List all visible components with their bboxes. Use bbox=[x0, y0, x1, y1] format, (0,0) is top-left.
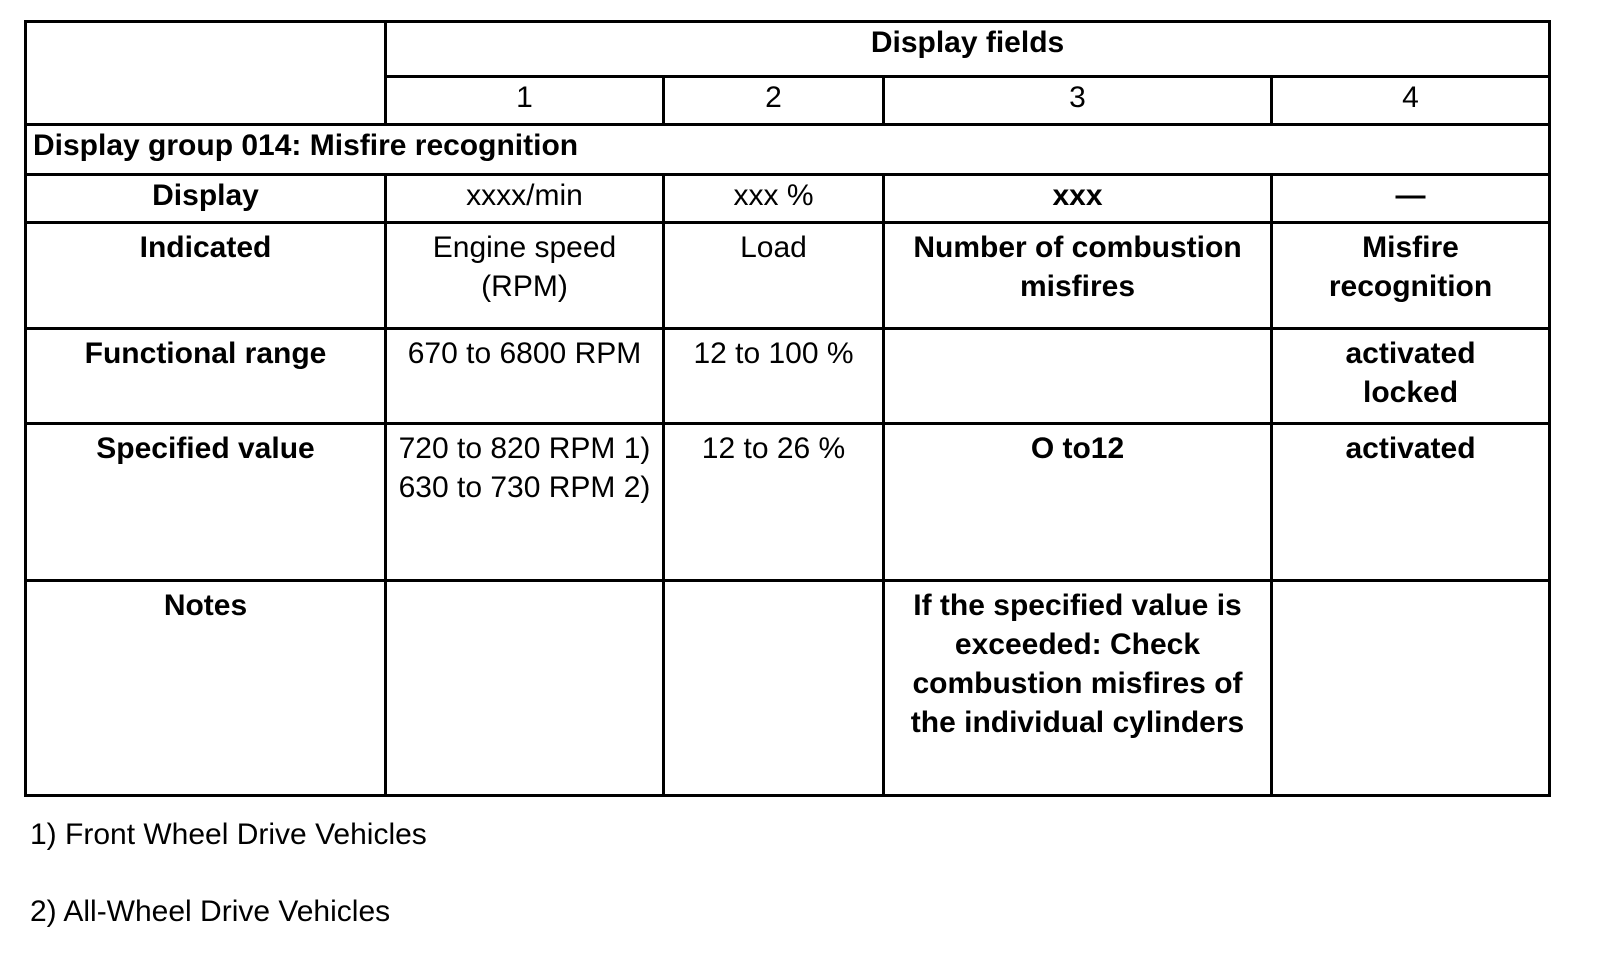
cell-line: recognition bbox=[1328, 270, 1493, 303]
cell-line: activated bbox=[1345, 337, 1476, 370]
notes-cell-3 bbox=[884, 581, 1272, 796]
notes-cell-2 bbox=[664, 581, 884, 796]
cell-line: xxx bbox=[1052, 179, 1103, 212]
cell-line: Engine speed bbox=[432, 231, 617, 264]
display-fields-header: Display fields bbox=[386, 22, 1550, 77]
display-cell-2 bbox=[664, 175, 884, 223]
cell-line: O to12 bbox=[1030, 432, 1125, 465]
cell-line: If the specified value is bbox=[913, 589, 1242, 622]
table-row bbox=[26, 581, 1550, 796]
specified-cell-3 bbox=[884, 424, 1272, 581]
functional-cell-4 bbox=[1272, 329, 1550, 424]
field-number-2: 2 bbox=[664, 77, 884, 125]
cell-line: combustion misfires of bbox=[912, 667, 1243, 700]
cell-line: xxx % bbox=[733, 179, 814, 212]
field-number-4: 4 bbox=[1272, 77, 1550, 125]
display-cell-1 bbox=[386, 175, 664, 223]
specified-cell-1 bbox=[386, 424, 664, 581]
cell-line: 670 to 6800 RPM bbox=[407, 337, 642, 370]
indicated-cell-1 bbox=[386, 223, 664, 329]
display-cell-4 bbox=[1272, 175, 1550, 223]
cell-line: 12 to 100 % bbox=[693, 337, 854, 370]
row-label-display: Display bbox=[26, 175, 386, 223]
table-row bbox=[26, 175, 1550, 223]
notes-cell-4 bbox=[1272, 581, 1550, 796]
indicated-cell-2 bbox=[664, 223, 884, 329]
corner-cell bbox=[26, 22, 386, 125]
table-row bbox=[26, 223, 1550, 329]
cell-line: misfires bbox=[1019, 270, 1136, 303]
field-number-3: 3 bbox=[884, 77, 1272, 125]
indicated-cell-4 bbox=[1272, 223, 1550, 329]
cell-line: (RPM) bbox=[481, 270, 568, 303]
field-number-1: 1 bbox=[386, 77, 664, 125]
row-label-notes: Notes bbox=[26, 581, 386, 796]
notes-cell-1 bbox=[386, 581, 664, 796]
cell-line: Number of combustion bbox=[913, 231, 1242, 264]
row-label-indicated: Indicated bbox=[26, 223, 386, 329]
indicated-cell-3 bbox=[884, 223, 1272, 329]
cell-line: locked bbox=[1362, 376, 1459, 409]
cell-line: 630 to 730 RPM 2) bbox=[398, 471, 651, 504]
cell-line: xxxx/min bbox=[466, 179, 583, 212]
cell-line: — bbox=[1395, 179, 1426, 212]
table-row bbox=[26, 329, 1550, 424]
table-row bbox=[26, 424, 1550, 581]
cell-line: the individual cylinders bbox=[910, 706, 1245, 739]
specified-cell-2 bbox=[664, 424, 884, 581]
cell-line: 720 to 820 RPM 1) bbox=[398, 432, 651, 465]
cell-line: Misfire bbox=[1362, 231, 1459, 264]
cell-line: exceeded: Check bbox=[954, 628, 1201, 661]
functional-cell-2 bbox=[664, 329, 884, 424]
functional-cell-1 bbox=[386, 329, 664, 424]
group-title: Display group 014: Misfire recognition bbox=[26, 125, 1550, 175]
footnote-1: 1) Front Wheel Drive Vehicles bbox=[30, 818, 427, 851]
specified-cell-4 bbox=[1272, 424, 1550, 581]
row-label-functional-range: Functional range bbox=[26, 329, 386, 424]
footnote-2: 2) All-Wheel Drive Vehicles bbox=[30, 895, 391, 928]
cell-line: activated bbox=[1345, 432, 1476, 465]
display-group-table bbox=[24, 20, 1551, 797]
cell-line: Load bbox=[740, 231, 807, 264]
cell-line: 12 to 26 % bbox=[701, 432, 846, 465]
row-label-specified-value: Specified value bbox=[26, 424, 386, 581]
display-cell-3 bbox=[884, 175, 1272, 223]
functional-cell-3 bbox=[884, 329, 1272, 424]
